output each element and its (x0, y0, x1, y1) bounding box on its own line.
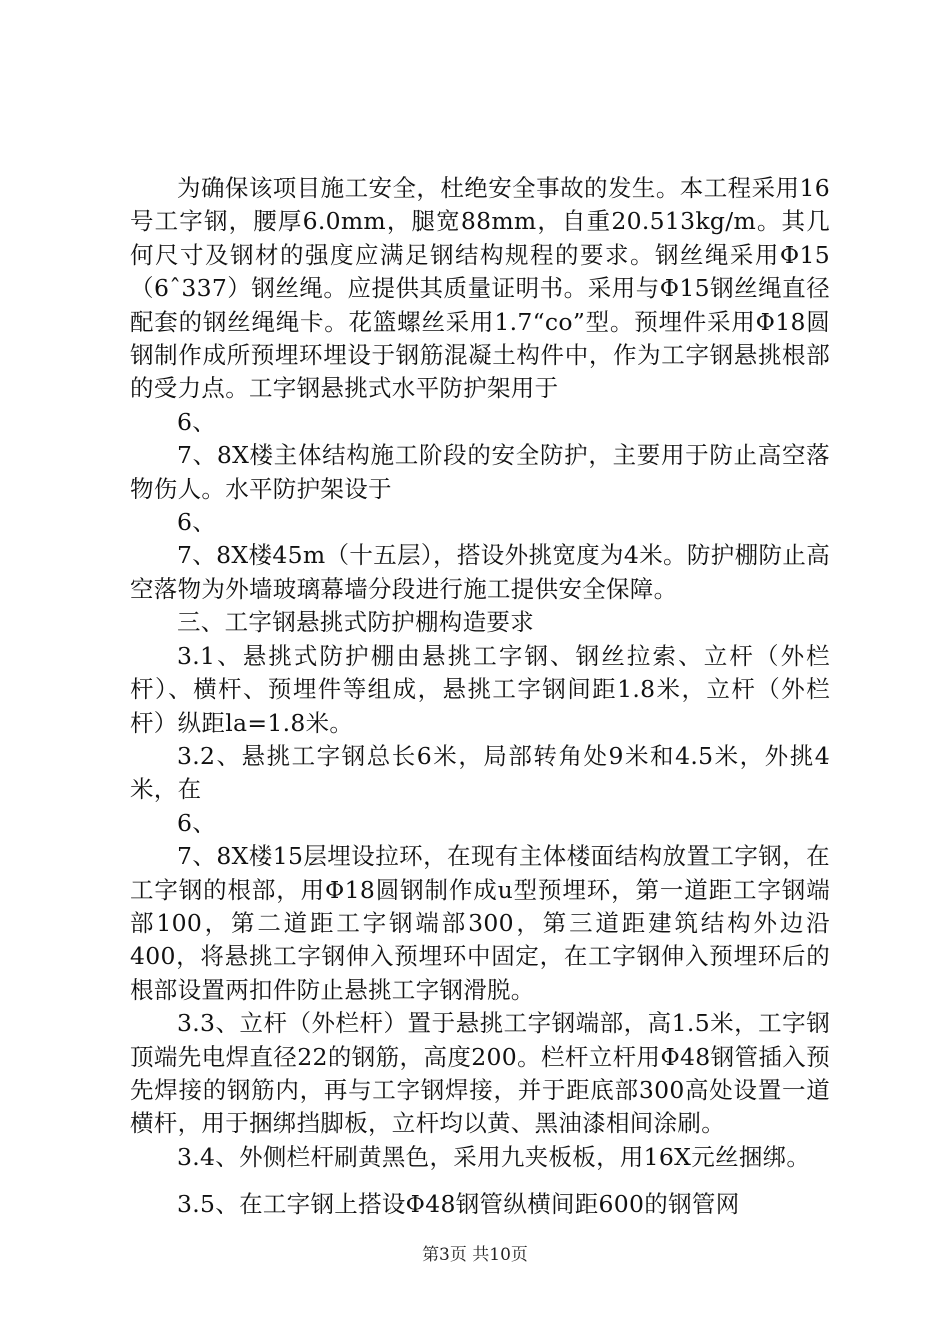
paragraph: 3.4、外侧栏杆刷黄黑色，采用九夹板板，用16X元丝捆绑。 (177, 1142, 811, 1171)
paragraph: 3.1、悬挑式防护棚由悬挑工字钢、钢丝拉索、立杆（外栏杆）、横杆、预埋件等组成，悬挑工字钢间距1.8米，立杆（外栏杆）纵距la=1.8米。 (130, 641, 830, 737)
paragraph: 7、8X楼45m（十五层），搭设外挑宽度为4米。防护棚防止高空落物为外墙玻璃幕墙分段进行施工提供安全保障。 (130, 541, 830, 603)
section-heading: 三、工字钢悬挑式防护棚构造要求 (177, 608, 534, 637)
paragraph: 3.2、悬挑工字钢总长6米，局部转角处9米和4.5米，外挑4米，在 (130, 741, 830, 804)
paragraph: 6、 (177, 508, 217, 537)
page-number-footer: 第3页 共10页 (422, 1245, 528, 1265)
paragraph: 6、 (177, 407, 217, 436)
document-body (130, 172, 830, 1222)
paragraph: 为确保该项目施工安全，杜绝安全事故的发生。本工程采用16号工字钢，腰厚6.0mm，腿宽88mm，自重20.513kg/m。其几何尺寸及钢材的强度应满足钢结构规程的要求。钢丝绳采用Φ15（6ˆ337）钢丝绳。应提供其质量证明书。采用与Φ15钢丝绳直径配套的钢丝绳绳卡。花篮螺丝采用1.7“co”型。预埋件采用Φ18圆钢制作成所预埋环埋设于钢筋混凝土构件中，作为工字钢悬挑根部的受力点。工字钢悬挑式水平防护架用于 (130, 174, 830, 403)
paragraph: 3.5、在工字钢上搭设Φ48钢管纵横间距600的钢管网 (177, 1190, 740, 1219)
paragraph: 3.3、立杆（外栏杆）置于悬挑工字钢端部，高1.5米，工字钢顶端先电焊直径22的钢筋，高度200。栏杆立杆用Φ48钢管插入预先焊接的钢筋内，再与工字钢焊接，并于距底部300高处设置一道横杆，用于捆绑挡脚板，立杆均以黄、黑油漆相间涂刷。 (130, 1009, 830, 1138)
paragraph: 6、 (177, 808, 217, 837)
paragraph: 7、8X楼主体结构施工阶段的安全防护，主要用于防止高空落物伤人。水平防护架设于 (130, 441, 830, 503)
paragraph: 7、8X楼15层埋设拉环，在现有主体楼面结构放置工字钢，在工字钢的根部，用Φ18圆钢制作成u型预埋环，第一道距工字钢端部100，第二道距工字钢端部300，第三道距建筑结构外边沿400，将悬挑工字钢伸入预埋环中固定，在工字钢伸入预埋环后的根部设置两扣件防止悬挑工字钢滑脱。 (130, 842, 830, 1004)
